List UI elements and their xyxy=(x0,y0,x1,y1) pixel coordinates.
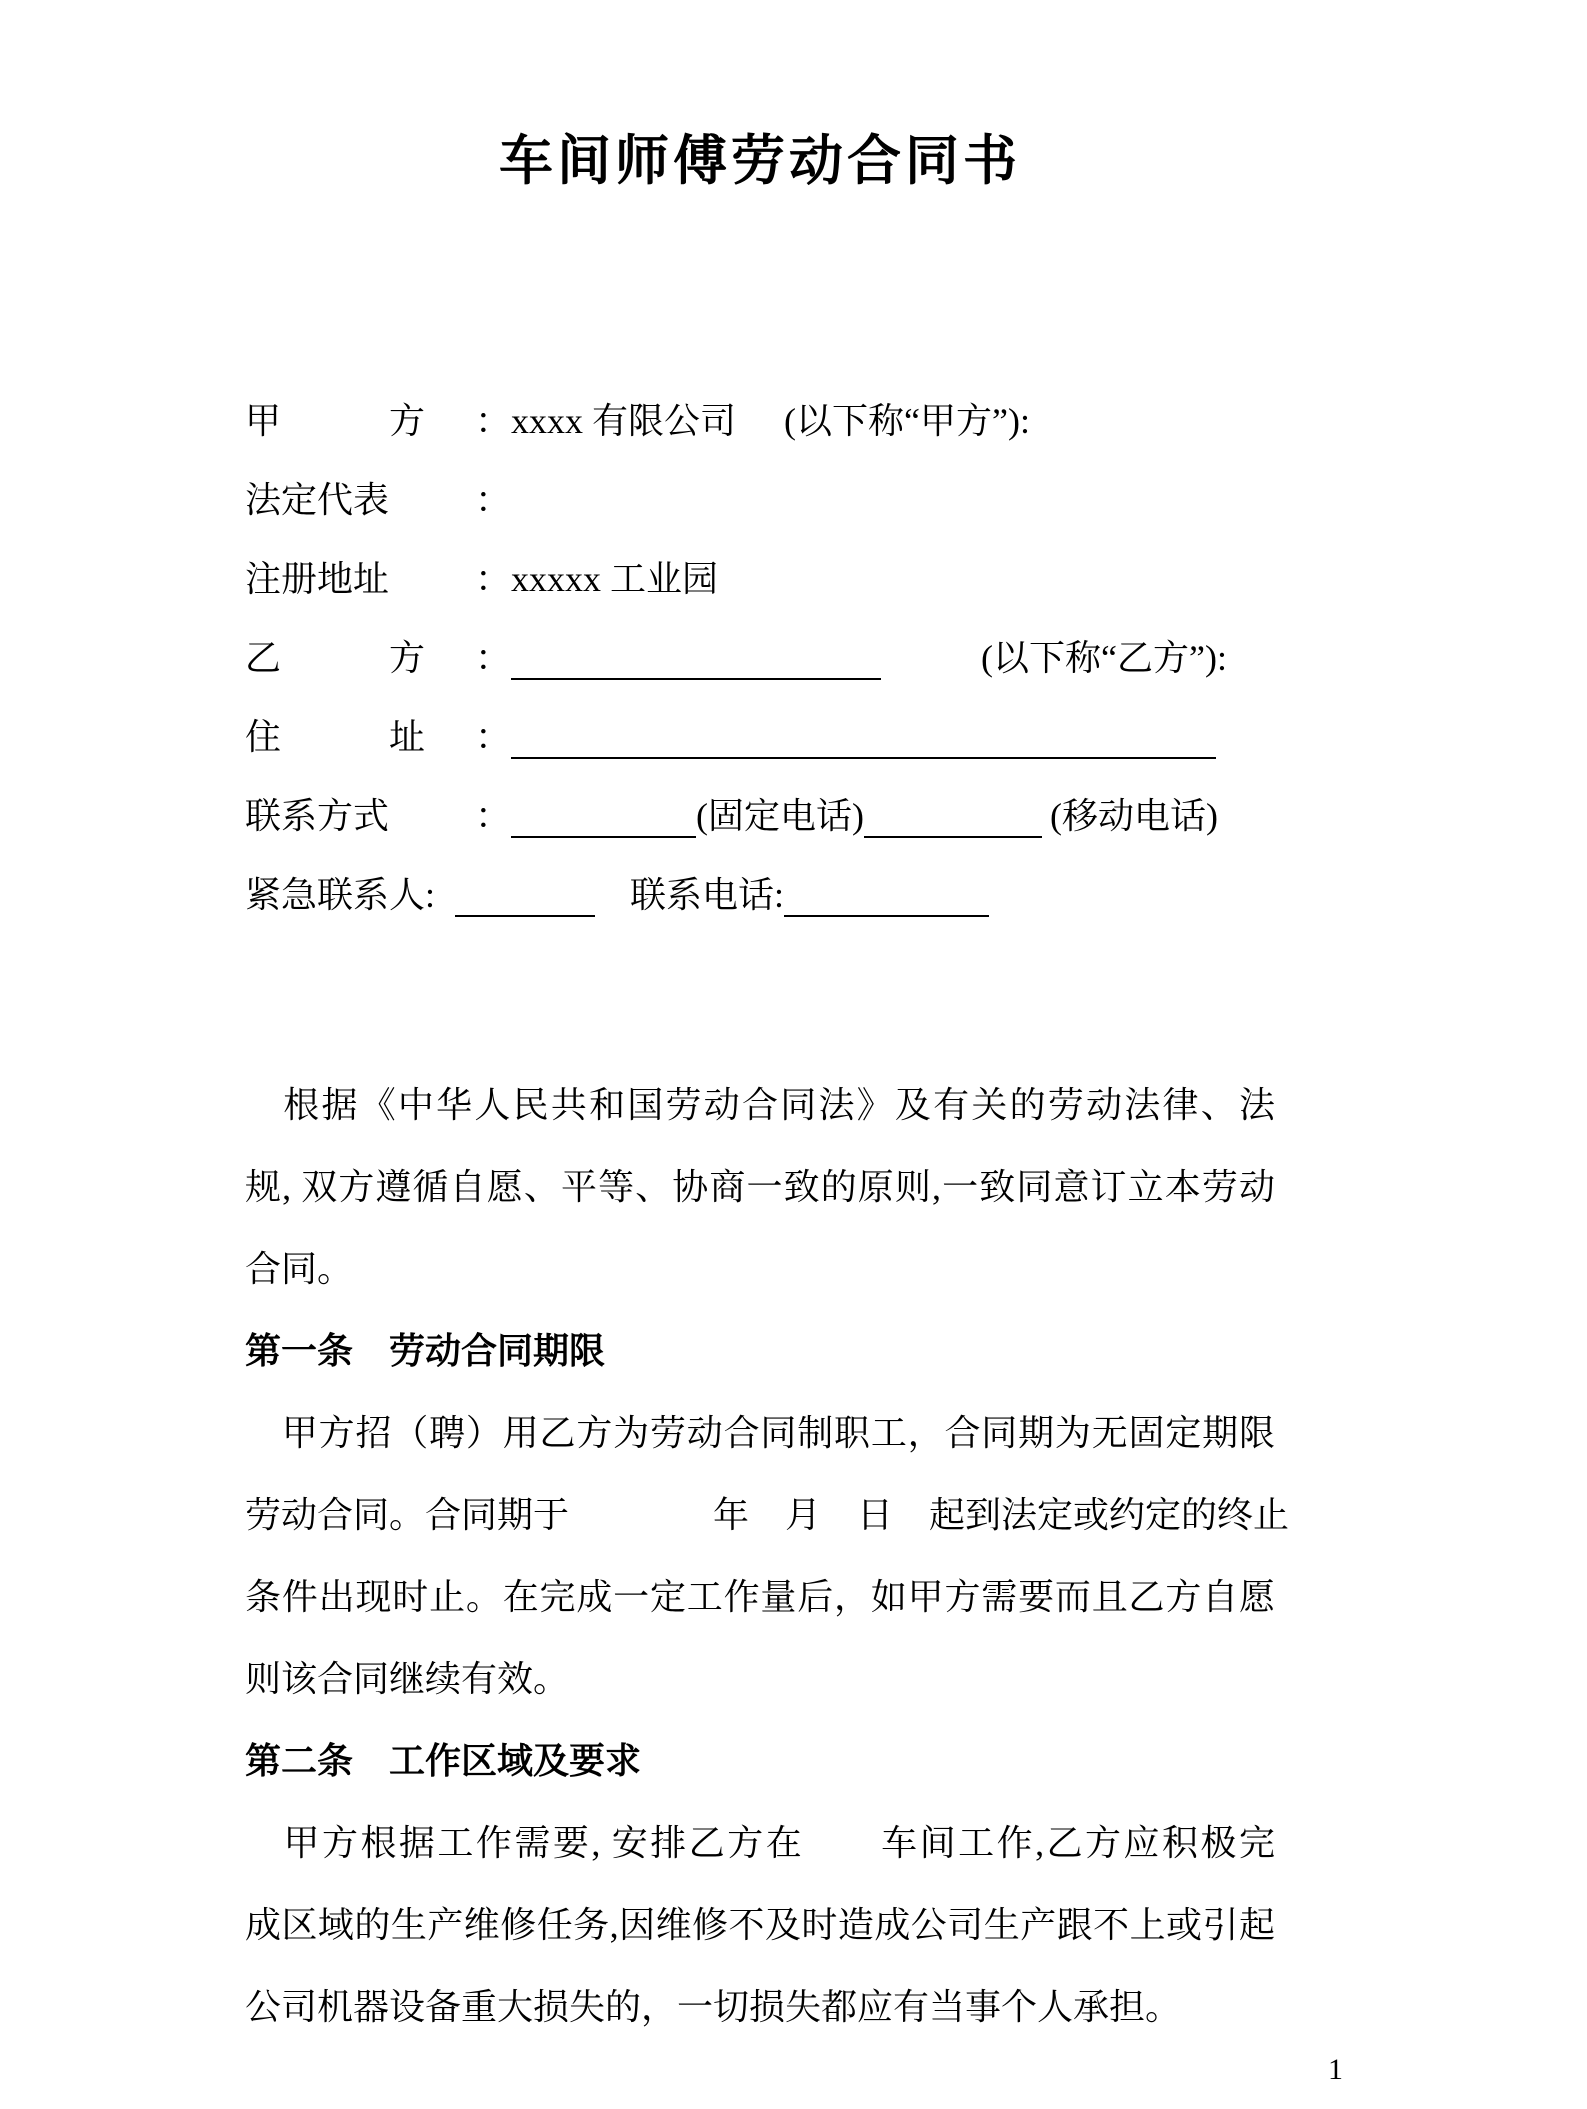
address-label: 住 址 xyxy=(245,717,426,757)
contact-label: 联系方式 xyxy=(245,796,390,836)
emergency-contact-label: 紧急联系人: xyxy=(245,875,436,915)
party-a-value: xxxx 有限公司 xyxy=(511,401,737,441)
legal-rep-label: 法定代表 xyxy=(245,480,390,520)
mobile-phone-label: (移动电话) xyxy=(1050,796,1218,836)
article-1-line-3: 条件出现时止。在完成一定工作量后，如甲方需要而且乙方自愿 xyxy=(245,1577,1275,1617)
article-2-heading: 第二条 工作区域及要求 xyxy=(245,1741,642,1781)
contract-body xyxy=(245,1064,1290,2048)
party-a-colon: ： xyxy=(475,401,512,441)
emergency-phone-blank xyxy=(784,885,989,917)
emergency-contact-blank xyxy=(455,885,595,917)
article-1-heading: 第一条 劳动合同期限 xyxy=(245,1331,606,1371)
legal-rep-colon: ： xyxy=(475,480,512,520)
article-2-line-3: 公司机器设备重大损失的，一切损失都应有当事个人承担。 xyxy=(245,1987,1182,2027)
party-b-alias-note: (以下称“乙方”): xyxy=(981,638,1227,678)
article-2-line-1: 甲方根据工作需要, 安排乙方在 车间工作,乙方应积极完 xyxy=(245,1823,1275,1863)
contract-title: 车间师傅劳动合同书 xyxy=(499,131,1021,191)
field-row-contact xyxy=(245,777,1365,856)
contract-header-fields xyxy=(245,382,1365,935)
contact-colon: ： xyxy=(475,796,512,836)
party-a-label: 甲 方 xyxy=(245,401,426,441)
article-1-line-2: 劳动合同。合同期于 年 月 日 起到法定或约定的终止 xyxy=(245,1495,1290,1535)
field-row-party-b xyxy=(245,619,1365,698)
intro-line-2: 规, 双方遵循自愿、平等、协商一致的原则,一致同意订立本劳动 xyxy=(245,1167,1275,1207)
intro-line-3: 合同。 xyxy=(245,1249,354,1289)
address-colon: ： xyxy=(475,717,512,757)
party-b-label: 乙 方 xyxy=(245,638,426,678)
mobile-phone-blank xyxy=(864,806,1042,838)
party-b-name-blank xyxy=(511,648,881,680)
field-row-legal-rep xyxy=(245,461,1365,540)
field-row-address xyxy=(245,698,1365,777)
article-1-line-4: 则该合同继续有效。 xyxy=(245,1659,570,1699)
fixed-phone-blank xyxy=(511,806,696,838)
reg-address-label: 注册地址 xyxy=(245,559,390,599)
fixed-phone-label: (固定电话) xyxy=(696,796,864,836)
address-blank xyxy=(511,727,1216,759)
page-number: 1 xyxy=(1328,2053,1343,2086)
field-row-party-a xyxy=(245,382,1365,461)
party-a-alias-note: (以下称“甲方”): xyxy=(784,401,1030,441)
party-b-colon: ： xyxy=(475,638,512,678)
article-1-line-1: 甲方招（聘）用乙方为劳动合同制职工，合同期为无固定期限 xyxy=(245,1413,1275,1453)
emergency-phone-label: 联系电话: xyxy=(630,875,785,915)
reg-address-colon: ： xyxy=(475,559,512,599)
reg-address-value: xxxxx 工业园 xyxy=(511,559,719,599)
field-row-emergency xyxy=(245,856,1365,935)
intro-line-1: 根据《中华人民共和国劳动合同法》及有关的劳动法律、法 xyxy=(245,1085,1275,1125)
article-2-line-2: 成区域的生产维修任务,因维修不及时造成公司生产跟不上或引起 xyxy=(245,1905,1275,1945)
field-row-reg-address xyxy=(245,540,1365,619)
